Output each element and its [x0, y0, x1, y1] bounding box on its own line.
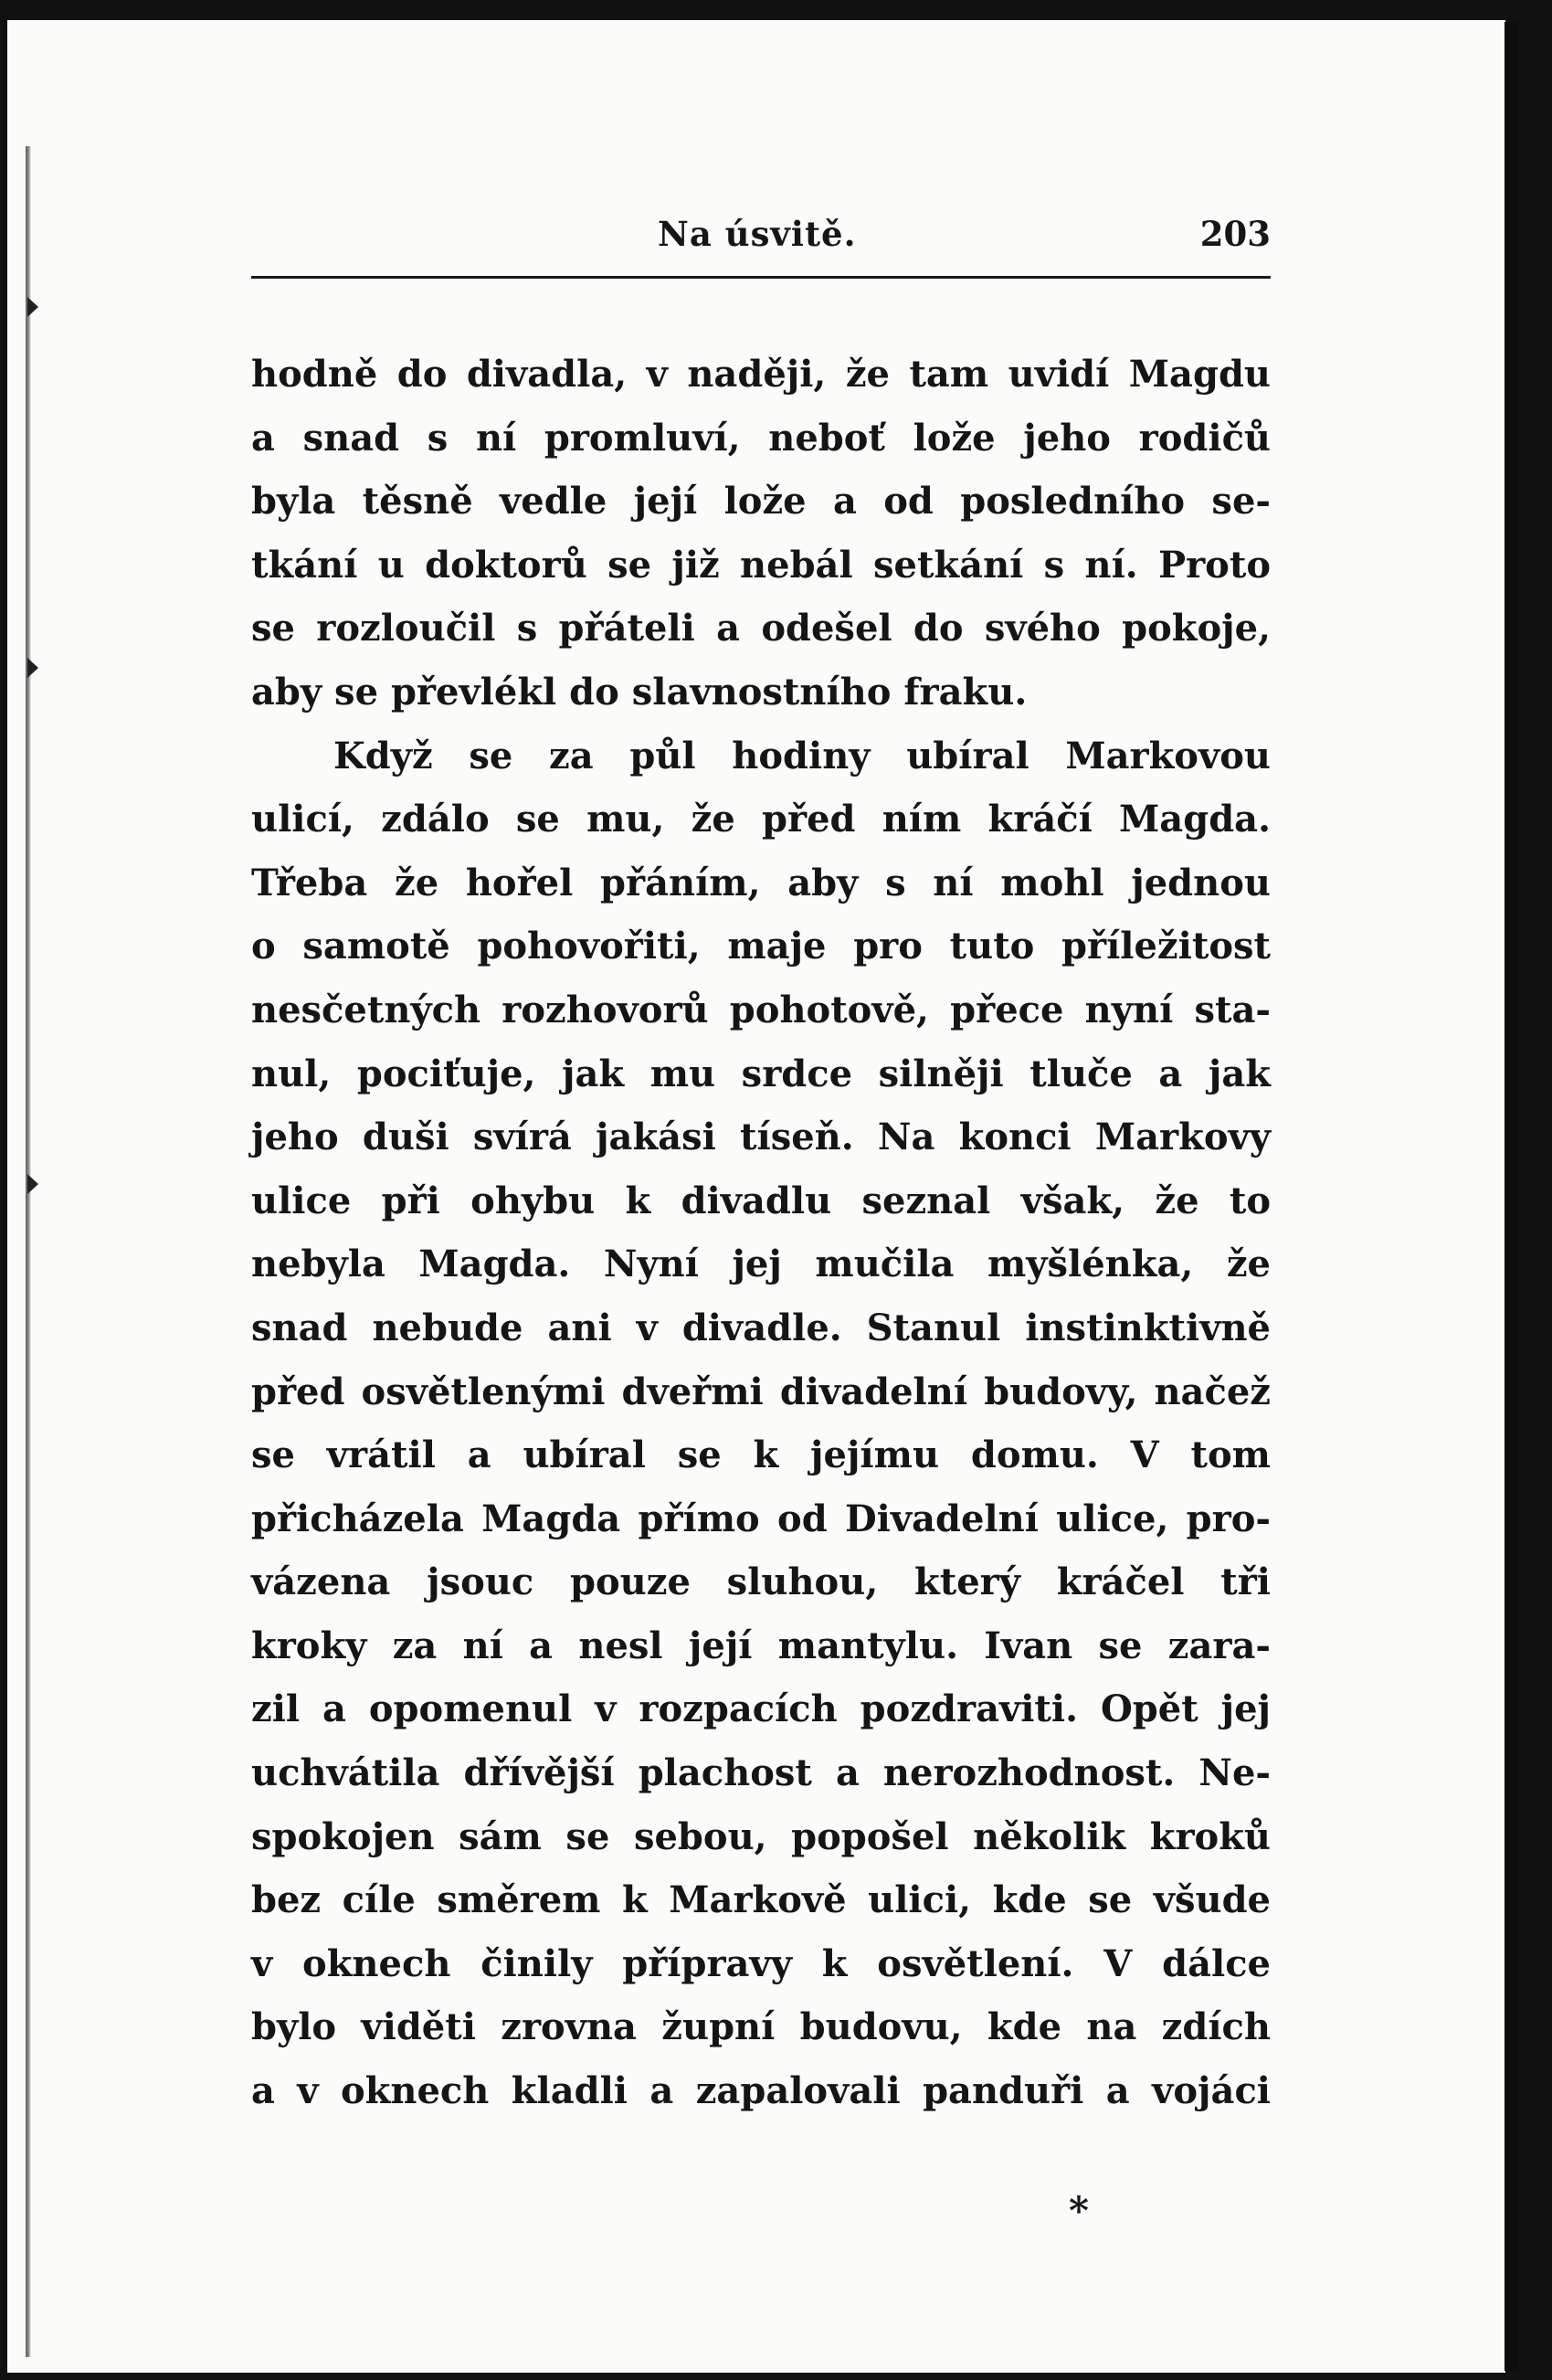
- text-line: se rozloučil s přáteli a odešel do svého pokoje,: [251, 607, 1271, 651]
- text-line: nul, pociťuje, jak mu srdce silněji tluče a jak: [251, 1052, 1271, 1095]
- text-line: ulicí, zdálo se mu, že před ním kráčí Magda.: [251, 798, 1271, 841]
- page-edge-shadow: [1504, 22, 1517, 2371]
- text-line: o samotě pohovořiti, maje pro tuto příležitost: [251, 925, 1271, 968]
- running-title: Na úsvitě.: [658, 214, 857, 254]
- text-line: a snad s ní promluví, neboť lože jeho rodičů: [251, 416, 1271, 460]
- text-line: přicházela Magda přímo od Divadelní ulice, pro-: [251, 1497, 1271, 1540]
- text-line: uchvátila dřívější plachost a nerozhodnost. Ne-: [251, 1751, 1271, 1795]
- text-line: hodně do divadla, v naději, že tam uvidí Magdu: [251, 353, 1271, 396]
- text-line: bylo viděti zrovna župní budovu, kde na zdích: [251, 2005, 1271, 2049]
- page-number: 203: [1199, 214, 1271, 254]
- page-spine-shadow: [26, 146, 31, 2357]
- text-line: byla těsně vedle její lože a od posledního se-: [251, 480, 1271, 524]
- header-rule: [251, 276, 1271, 279]
- text-line: Když se za půl hodiny ubíral Markovou: [333, 734, 1271, 777]
- text-line: nesčetných rozhovorů pohotově, přece nyní sta-: [251, 988, 1271, 1031]
- text-line: před osvětlenými dveřmi divadelní budovy, načež: [251, 1370, 1271, 1413]
- text-line: ulice při ohybu k divadlu seznal však, že to: [251, 1179, 1271, 1222]
- text-line: kroky za ní a nesl její mantylu. Ivan se zara-: [251, 1624, 1271, 1667]
- text-line: vázena jsouc pouze sluhou, který kráčel tři: [251, 1560, 1271, 1604]
- text-line: zil a opomenul v rozpacích pozdraviti. Opět jej: [251, 1687, 1271, 1731]
- body-text: [251, 343, 1271, 2123]
- text-line: nebyla Magda. Nyní jej mučila myšlénka, že: [251, 1243, 1271, 1286]
- text-line: Třeba že hořel přáním, aby s ní mohl jednou: [251, 861, 1271, 904]
- text-line: jeho duši svírá jakási tíseň. Na konci Markovy: [251, 1116, 1271, 1159]
- text-line: se vrátil a ubíral se k jejímu domu. V tom: [251, 1433, 1271, 1477]
- text-line: tkání u doktorů se již nebál setkání s ní. Proto: [251, 543, 1271, 587]
- text-line: snad nebude ani v divadle. Stanul instinktivně: [251, 1306, 1271, 1349]
- text-line: aby se převlékl do slavnostního fraku.: [251, 670, 1028, 714]
- text-line: bez cíle směrem k Markově ulici, kde se všude: [251, 1878, 1271, 1922]
- text-line: spokojen sám se sebou, popošel několik kroků: [251, 1814, 1271, 1858]
- text-line: a v oknech kladli a zapalovali panduři a vojáci: [251, 2069, 1271, 2113]
- page-header: [251, 214, 1271, 269]
- text-line: v oknech činily přípravy k osvětlení. V dálce: [251, 1941, 1271, 1985]
- signature-mark: *: [1069, 2188, 1089, 2233]
